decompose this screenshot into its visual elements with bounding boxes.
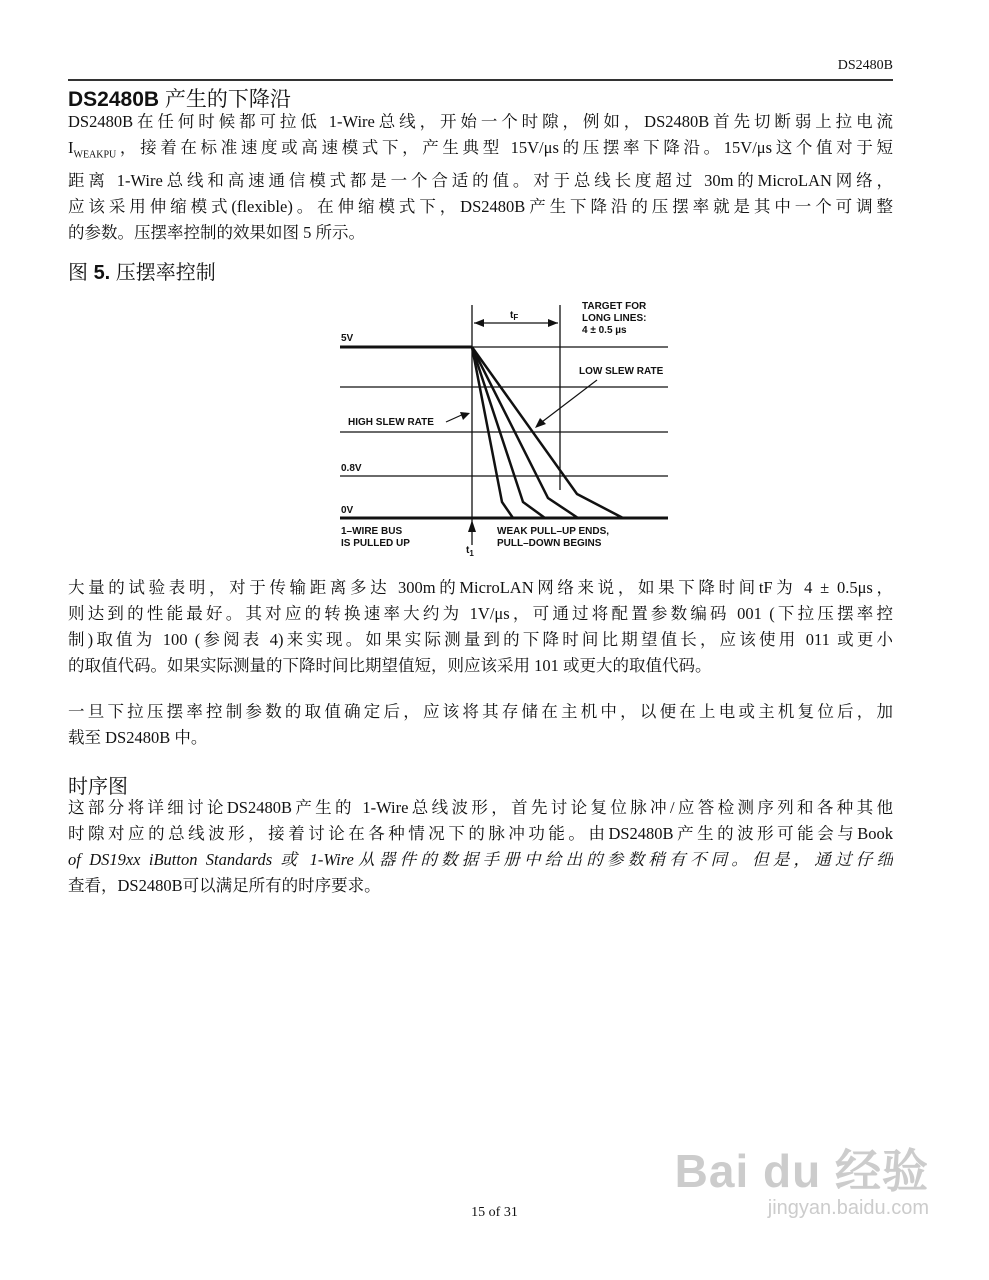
text-line: 这部分将详细讨论DS2480B产生的 1-Wire总线波形，首先讨论复位脉冲/应答检测序列和各种其他 <box>68 798 893 817</box>
label-tf <box>510 310 518 322</box>
slew-rate-diagram <box>0 0 989 600</box>
text-line: 大量的试验表明，对于传输距离多达 300m的MicroLAN网络来说，如果下降时间tF为 4 ± 0.5μs， <box>68 578 893 597</box>
label-high-slew: HIGH SLEW RATE <box>348 417 434 428</box>
figure-number: 5. <box>93 262 111 284</box>
watermark-url: jingyan.baidu.com <box>767 1197 929 1219</box>
page-number: 15 of 31 <box>471 1205 518 1220</box>
text-line: 的取值代码。如果实际测量的下降时间比期望值短，则应该采用 101 或更大的取值代码。 <box>68 656 712 675</box>
text-fragment: I <box>68 138 74 157</box>
text-line: 应该采用伸缩模式(flexible)。在伸缩模式下，DS2480B产生下降沿的压摆率就是其中一个可调整 <box>68 197 893 217</box>
text-line: 查看，DS2480B可以满足所有的时序要求。 <box>68 876 381 895</box>
label-tf-sub: F <box>513 313 519 322</box>
t1-arrow-icon <box>468 520 476 532</box>
text-line: 载至 DS2480B 中。 <box>68 728 208 747</box>
label-bus-2: IS PULLED UP <box>341 538 410 549</box>
label-t1 <box>466 545 474 558</box>
figure-title-text: 压摆率控制 <box>110 262 216 284</box>
timing-section-heading: 时序图 <box>68 776 128 798</box>
watermark <box>675 1135 929 1220</box>
storage-paragraph <box>68 699 893 751</box>
text-line: of DS19xx iButton Standards 或 1-Wire从器件的数据手册中给出的参数稍有不同。但是，通过仔细 <box>68 850 893 869</box>
label-bus-1: 1–WIRE BUS <box>341 526 403 537</box>
text-line: 一旦下拉压摆率控制参数的取值确定后，应该将其存储在主机中，以便在上电或主机复位后，加 <box>68 702 893 721</box>
text-line: 距离 1-Wire总线和高速通信模式都是一个合适的值。对于总线长度超过 30m的MicroLAN网络， <box>68 171 893 191</box>
arrowhead-icon <box>460 412 470 420</box>
label-t1-sub: 1 <box>469 549 474 558</box>
label-weak-1: WEAK PULL–UP ENDS, <box>497 526 610 537</box>
label-tf-base: t <box>510 310 514 321</box>
header-doc-id: DS2480B <box>837 58 893 73</box>
text-line: 的参数。压摆率控制的效果如图 5 所示。 <box>68 223 365 243</box>
text-fragment: ，接着在标准速度或高速模式下，产生典型 15V/μs的压摆率下降沿。15V/μs这个值对于短 <box>116 138 893 157</box>
label-5v: 5V <box>341 333 354 344</box>
label-target-1: TARGET FOR <box>582 301 647 312</box>
label-low-slew: LOW SLEW RATE <box>579 366 664 377</box>
text-line: 制)取值为 100 (参阅表 4)来实现。如果实际测量到的下降时间比期望值长，应该使用 011 或更小 <box>68 630 893 649</box>
text-line: 则达到的性能最好。其对应的转换速率大约为 1V/μs，可通过将配置参数编码 001 (下拉压摆率控 <box>68 604 893 623</box>
heading-text: 产生的下降沿 <box>159 88 291 111</box>
arrowhead-left-icon <box>474 319 484 327</box>
label-0v: 0V <box>341 505 354 516</box>
figure-title-prefix: 图 <box>68 262 94 284</box>
label-target-2: LONG LINES: <box>582 313 647 324</box>
text-line: 时隙对应的总线波形，接着讨论在各种情况下的脉冲功能。由DS2480B产生的波形可能会与Book <box>68 824 893 843</box>
heading-part-number: DS2480B <box>68 88 160 111</box>
arrowhead-right-icon <box>548 319 558 327</box>
label-weak-2: PULL–DOWN BEGINS <box>497 538 602 549</box>
text-line: DS2480B在任何时候都可拉低 1-Wire总线，开始一个时隙，例如，DS2480B首先切断弱上拉电流 <box>68 112 893 131</box>
label-t1-base: t <box>466 545 470 556</box>
label-target-3: 4 ± 0.5 µs <box>582 325 627 336</box>
timing-paragraph <box>68 795 893 899</box>
label-08v: 0.8V <box>341 463 362 474</box>
subscript: WEAKPU <box>73 149 117 161</box>
results-paragraph <box>68 575 893 679</box>
watermark-brand: Bai du 经验 <box>674 1145 929 1197</box>
